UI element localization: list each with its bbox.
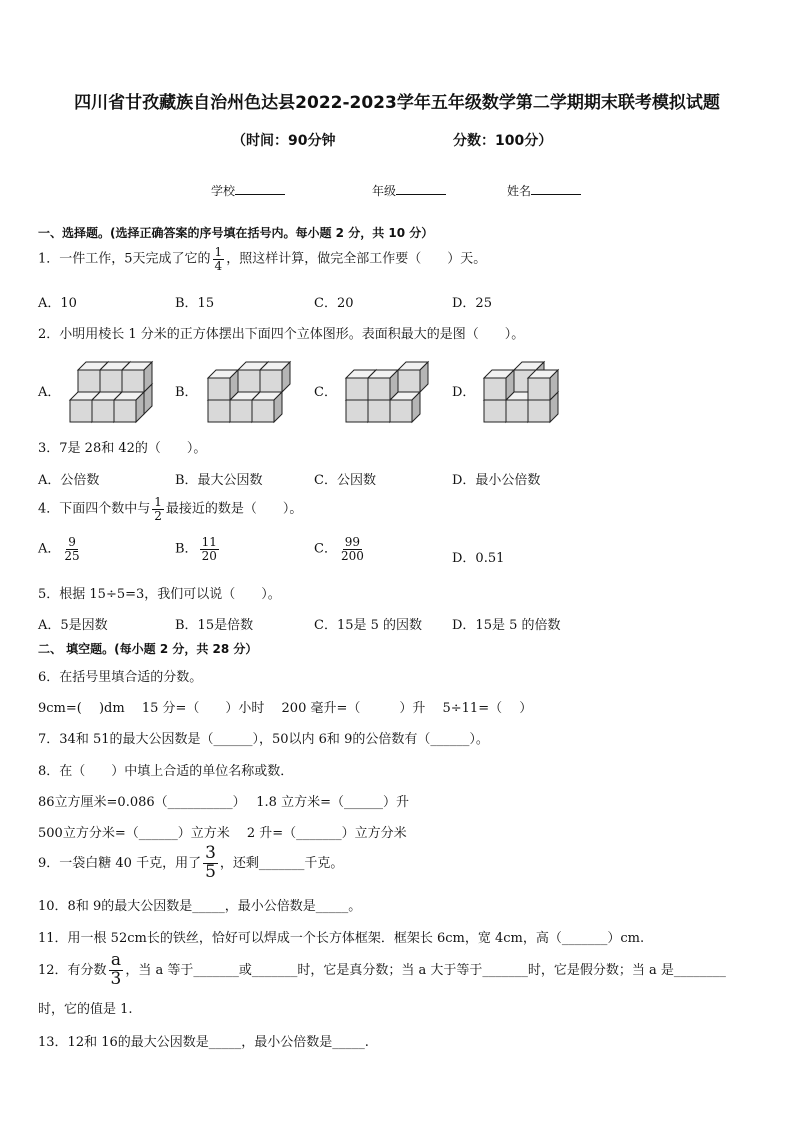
q4-frac-den: 2	[154, 508, 162, 523]
q4-text-pre: 4．下面四个数中与	[38, 501, 151, 517]
q1-option-b[interactable]: B．15	[175, 296, 215, 311]
q3-option-a[interactable]: A．公倍数	[38, 473, 100, 488]
school-field[interactable]	[211, 182, 285, 199]
grade-blank[interactable]	[396, 182, 446, 195]
q2-label-d[interactable]: D．	[452, 385, 476, 400]
q12-frac-den: 3	[110, 968, 122, 989]
question-11[interactable]: 11．用一根 52cm长的铁丝，恰好可以焊成一个长方体框架．框架长 6cm，宽 4cm，高（_______）cm.	[38, 931, 645, 946]
cube-figure-b	[204, 354, 296, 426]
question-8: 8．在（ ）中填上合适的单位名称或数．	[38, 764, 294, 779]
q4-option-d[interactable]: D．0.51	[452, 551, 505, 566]
question-4	[38, 496, 302, 522]
question-9[interactable]	[38, 845, 343, 882]
section-1-heading: 一、选择题。(选择正确答案的序号填在括号内。每小题 2 分，共 10 分）	[38, 226, 434, 240]
q2-label-b[interactable]: B．	[175, 385, 198, 400]
q1-option-d[interactable]: D．25	[452, 296, 492, 311]
q4-c-num: 99	[344, 535, 361, 549]
q9-frac-den: 5	[205, 861, 216, 882]
q4-option-c-frac	[339, 536, 366, 562]
question-3: 3．7是 28和 42的（ ）。	[38, 441, 207, 456]
q9-text-pre: 9．一袋白糖 40 千克，用了	[38, 855, 202, 871]
q12-text-post: ，当 a 等于_______或_______时，它是真分数；当 a 大于等于_______时，它是假分数；当 a 是________	[125, 962, 726, 978]
question-1	[38, 246, 486, 272]
q3-option-d[interactable]: D．最小公倍数	[452, 473, 541, 488]
q4-option-c-label: C．	[314, 541, 337, 557]
section-2-heading: 二、 填空题。(每小题 2 分，共 28 分）	[38, 642, 258, 656]
q4-fraction	[152, 496, 164, 522]
question-6: 6．在括号里填合适的分数。	[38, 670, 203, 685]
cube-figure-a	[66, 354, 158, 426]
q12-line-2: 时，它的值是 1.	[38, 1002, 133, 1017]
q4-option-a-label: A．	[38, 541, 61, 557]
school-blank[interactable]	[235, 182, 285, 195]
school-label: 学校	[211, 184, 236, 198]
q6-blanks-line[interactable]: 9cm=( )dm 15 分=（ ）小时 200 毫升=（ ）升 5÷11=（ ）	[38, 701, 533, 716]
q5-option-b[interactable]: B．15是倍数	[175, 618, 254, 633]
name-blank[interactable]	[531, 182, 581, 195]
question-12[interactable]	[38, 952, 726, 989]
q4-option-b[interactable]	[175, 536, 221, 562]
q4-a-den: 25	[64, 548, 80, 563]
grade-label: 年级	[372, 184, 397, 198]
q3-option-c[interactable]: C．公因数	[314, 473, 376, 488]
q9-frac-num: 3	[205, 843, 216, 863]
q4-option-c[interactable]	[314, 536, 368, 562]
q4-b-num: 11	[201, 535, 217, 549]
q1-text-post: ，照这样计算，做完全部工作要（ ）天。	[226, 251, 487, 267]
q1-fraction	[213, 246, 225, 272]
total-score: 分数：100分）	[453, 133, 553, 149]
q9-fraction	[203, 845, 218, 882]
q4-frac-num: 1	[154, 495, 162, 509]
name-label: 姓名	[507, 184, 532, 198]
q1-text-pre: 1．一件工作，5天完成了它的	[38, 251, 211, 267]
q4-option-b-label: B．	[175, 541, 198, 557]
question-10[interactable]: 10．8和 9的最大公因数是_____，最小公倍数是_____。	[38, 899, 362, 914]
q4-option-a-frac	[62, 536, 81, 562]
exam-title: 四川省甘孜藏族自治州色达县2022-2023学年五年级数学第二学期期末联考模拟试题	[74, 93, 720, 113]
q12-text-pre: 12．有分数	[38, 962, 107, 978]
q12-fraction	[109, 952, 124, 989]
q1-option-c[interactable]: C．20	[314, 296, 354, 311]
name-field[interactable]	[507, 182, 581, 199]
q5-option-d[interactable]: D．15是 5 的倍数	[452, 618, 561, 633]
cube-figure-c	[342, 354, 434, 426]
q5-option-c[interactable]: C．15是 5 的因数	[314, 618, 423, 633]
q4-option-b-frac	[200, 536, 219, 562]
q4-c-den: 200	[340, 548, 364, 563]
q4-a-num: 9	[68, 535, 76, 549]
q5-option-a[interactable]: A．5是因数	[38, 618, 108, 633]
question-13[interactable]: 13．12和 16的最大公因数是_____，最小公倍数是_____.	[38, 1035, 369, 1050]
question-5: 5．根据 15÷5=3，我们可以说（ ）。	[38, 587, 281, 602]
q4-option-a[interactable]	[38, 536, 84, 562]
q12-frac-num: a	[110, 950, 122, 970]
q8-line-1[interactable]: 86立方厘米=0.086（__________） 1.8 立方米=（______）升	[38, 795, 409, 810]
q4-b-den: 20	[201, 548, 217, 563]
q2-label-a[interactable]: A．	[38, 385, 61, 400]
time-limit: （时间：90分钟	[232, 133, 336, 149]
q1-option-a[interactable]: A．10	[38, 296, 77, 311]
q1-frac-num: 1	[214, 245, 223, 259]
question-7[interactable]: 7．34和 51的最大公因数是（______），50以内 6和 9的公倍数有（______）。	[38, 732, 489, 747]
grade-field[interactable]	[372, 182, 446, 199]
q8-line-2[interactable]: 500立方分米=（______）立方米 2 升=（_______）立方分米	[38, 826, 407, 841]
q2-label-c[interactable]: C．	[314, 385, 337, 400]
q1-frac-den: 4	[214, 258, 223, 273]
question-2: 2．小明用棱长 1 分米的正方体摆出下面四个立体图形。表面积最大的是图（ ）。	[38, 327, 525, 342]
cube-figure-d	[480, 354, 572, 426]
q9-text-post: ，还剩_______千克。	[219, 855, 344, 871]
q4-text-post: 最接近的数是（ ）。	[165, 501, 303, 517]
q3-option-b[interactable]: B．最大公因数	[175, 473, 263, 488]
